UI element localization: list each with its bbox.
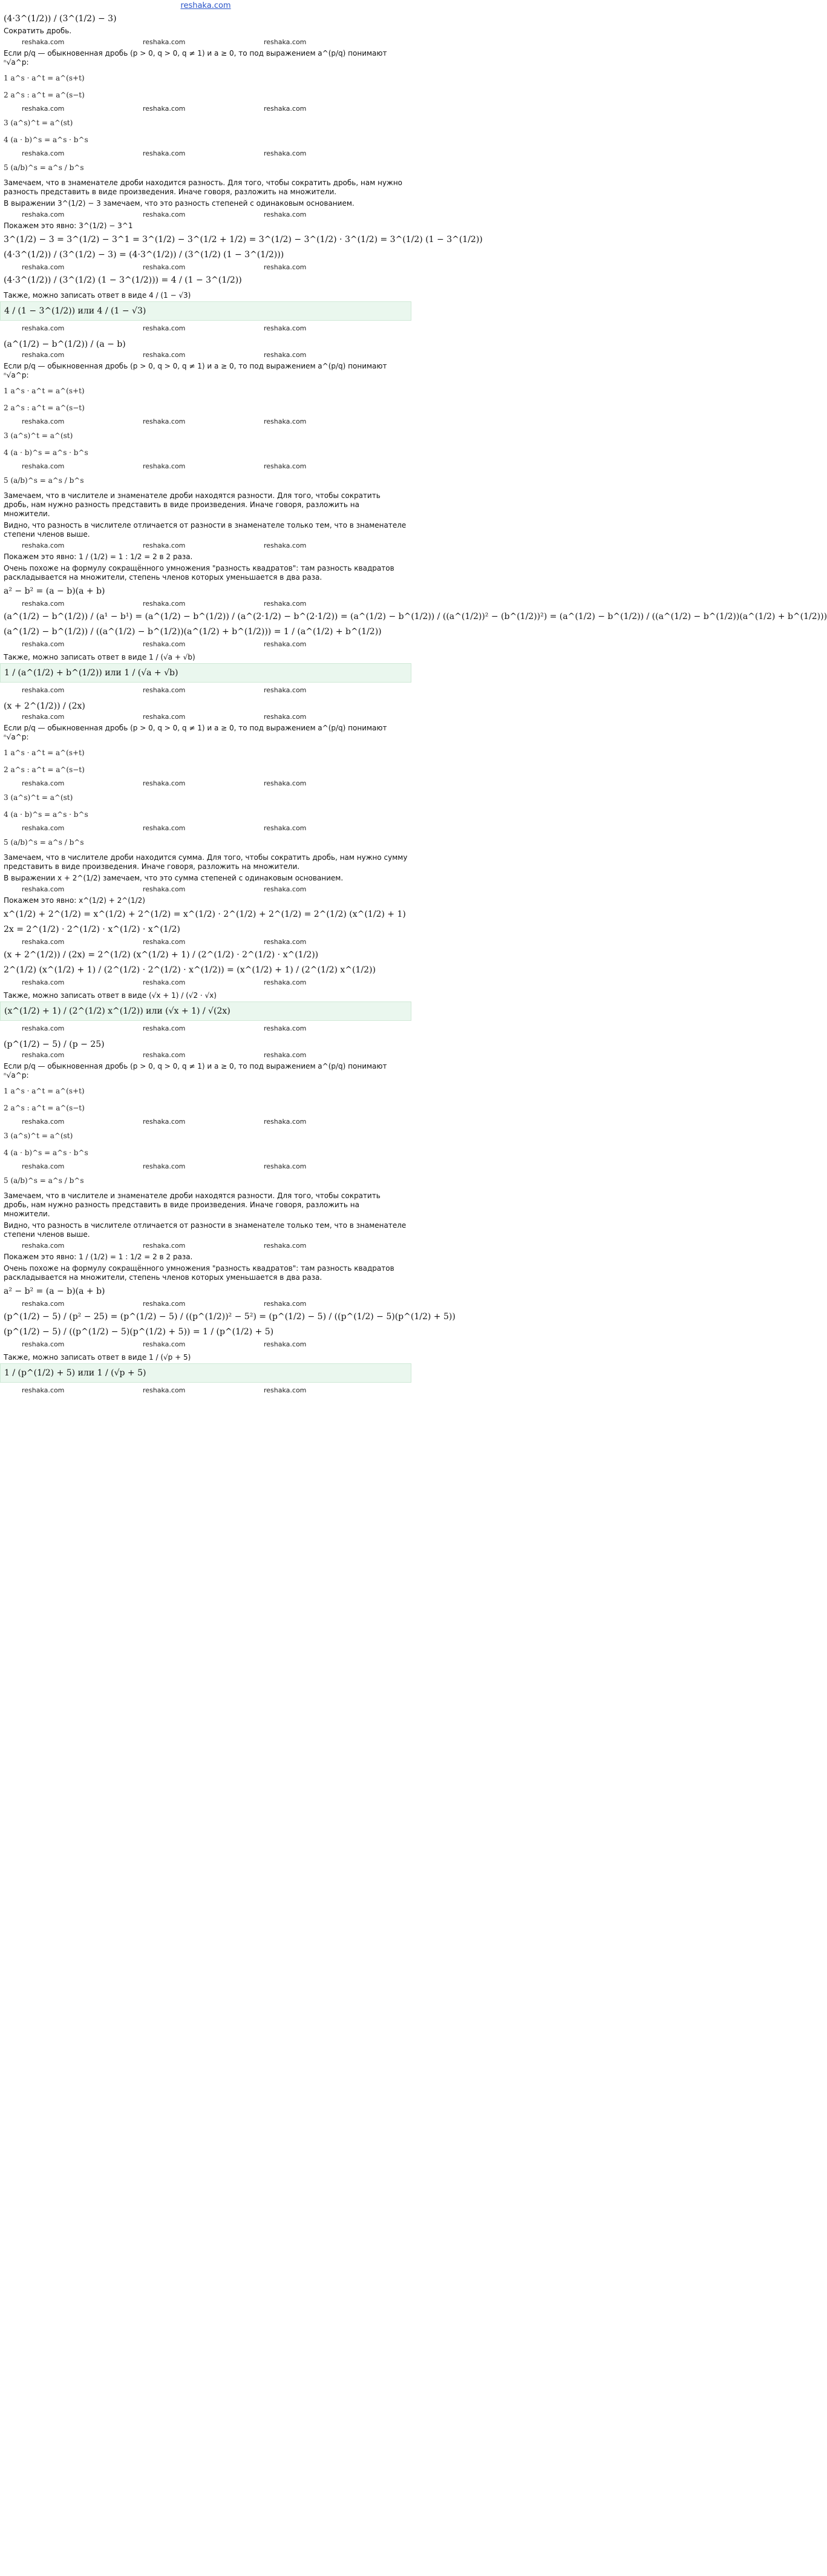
watermark-row	[4, 824, 408, 833]
explanation-note: Замечаем, что в числителе и знаменателе дроби находятся разности. Для того, чтобы сократить дробь, нам нужно разность представить в виде произведения. Иначе говоря, разложить на множители.	[4, 1191, 381, 1218]
watermark-text: reshaka.com	[22, 1051, 65, 1059]
watermark-text: reshaka.com	[264, 824, 307, 832]
explanation-note: Замечаем, что в числителе и знаменателе дроби находятся разности. Для того, чтобы сократить дробь, нам нужно разность представить в виде произведения. Иначе говоря, разложить на множители.	[4, 491, 381, 518]
power-rule: 3 (a^s)^t = a^(st)	[4, 119, 73, 127]
solution-section	[4, 13, 483, 333]
watermark-text: reshaka.com	[22, 978, 65, 986]
watermark-text: reshaka.com	[143, 1051, 186, 1059]
watermark-text: reshaka.com	[143, 779, 186, 787]
watermark-text: reshaka.com	[264, 149, 307, 157]
power-rule: 2 a^s : a^t = a^(s−t)	[4, 91, 85, 99]
watermark-text: reshaka.com	[264, 1242, 307, 1250]
watermark-text: reshaka.com	[22, 351, 65, 359]
watermark-text: reshaka.com	[22, 105, 65, 113]
watermark-row	[4, 211, 408, 219]
watermark-text: reshaka.com	[22, 1242, 65, 1250]
watermark-text: reshaka.com	[264, 324, 307, 332]
watermark-text: reshaka.com	[264, 713, 307, 721]
watermark-text: reshaka.com	[22, 713, 65, 721]
watermark-text: reshaka.com	[22, 462, 65, 470]
explanation-note-2: Видно, что разность в числителе отличается от разности в знаменателе только тем, что в знаменателе степени членов выше.	[4, 1221, 407, 1239]
watermark-text: reshaka.com	[264, 418, 307, 425]
watermark-text: reshaka.com	[264, 542, 307, 549]
power-rule: 1 a^s · a^t = a^(s+t)	[4, 749, 85, 757]
watermark-text: reshaka.com	[143, 462, 186, 470]
power-rule: 1 a^s · a^t = a^(s+t)	[4, 74, 85, 82]
watermark-text: reshaka.com	[264, 211, 307, 218]
watermark-text: reshaka.com	[264, 38, 307, 46]
show-explicitly: Покажем это явно: 1 / (1/2) = 1 : 1/2 = 2 в 2 раза.	[4, 552, 193, 561]
answer-alt-text: Также, можно записать ответ в виде 1 / (√a + √b)	[4, 653, 195, 661]
solution-section	[4, 701, 408, 1033]
watermark-text: reshaka.com	[264, 1300, 307, 1308]
watermark-text: reshaka.com	[22, 885, 65, 893]
solution-step: Очень похоже на формулу сокращённого умножения "разность квадратов": там разность квадратов раскладывается на множители, степень членов которых уменьшается в два раза.	[4, 1264, 394, 1282]
explanation-note: Замечаем, что в знаменателе дроби находится разность. Для того, чтобы сократить дробь, нам нужно разность представить в виде произведения. Иначе говоря, разложить на множители.	[4, 179, 403, 196]
watermark-text: reshaka.com	[143, 149, 186, 157]
definition-text: Если p/q — обыкновенная дробь (p > 0, q > 0, q ≠ 1) и a ≥ 0, то под выражением a^(p/q) понимают ⁿ√a^p:	[4, 1062, 387, 1080]
watermark-row	[4, 542, 408, 550]
answer-box: 1 / (p^(1/2) + 5) или 1 / (√p + 5)	[0, 1363, 411, 1383]
watermark-text: reshaka.com	[143, 351, 186, 359]
power-rule: 1 a^s · a^t = a^(s+t)	[4, 1087, 85, 1095]
watermark-text: reshaka.com	[143, 1386, 186, 1394]
watermark-row	[4, 885, 408, 894]
solution-step: 2x = 2^(1/2) · 2^(1/2) · x^(1/2) · x^(1/2)	[4, 925, 180, 934]
watermark-row	[4, 779, 408, 788]
watermark-text: reshaka.com	[22, 149, 65, 157]
watermark-row	[4, 686, 408, 695]
task-expression: (x + 2^(1/2)) / (2x)	[4, 701, 85, 711]
task-instruction: Сократить дробь.	[4, 27, 72, 35]
watermark-text: reshaka.com	[22, 1118, 65, 1126]
watermark-row	[4, 713, 408, 721]
power-rule: 2 a^s : a^t = a^(s−t)	[4, 404, 85, 412]
watermark-row	[4, 324, 408, 333]
watermark-row	[4, 1300, 408, 1308]
power-rule: 5 (a/b)^s = a^s / b^s	[4, 1176, 84, 1185]
watermark-text: reshaka.com	[143, 1300, 186, 1308]
show-explicitly: Покажем это явно: 1 / (1/2) = 1 : 1/2 = 2 в 2 раза.	[4, 1253, 193, 1261]
power-rule: 4 (a · b)^s = a^s · b^s	[4, 448, 88, 457]
explanation-note-2: В выражении x + 2^(1/2) замечаем, что это сумма степеней с одинаковым основанием.	[4, 874, 344, 882]
power-rule: 5 (a/b)^s = a^s / b^s	[4, 163, 84, 172]
task-expression: (a^(1/2) − b^(1/2)) / (a − b)	[4, 339, 126, 349]
watermark-text: reshaka.com	[264, 462, 307, 470]
watermark-text: reshaka.com	[143, 600, 186, 608]
watermark-text: reshaka.com	[22, 542, 65, 549]
watermark-text: reshaka.com	[264, 1051, 307, 1059]
definition-text: Если p/q — обыкновенная дробь (p > 0, q > 0, q ≠ 1) и a ≥ 0, то под выражением a^(p/q) понимают ⁿ√a^p:	[4, 362, 387, 379]
watermark-text: reshaka.com	[22, 1386, 65, 1394]
watermark-text: reshaka.com	[264, 105, 307, 113]
power-rule: 4 (a · b)^s = a^s · b^s	[4, 1149, 88, 1157]
watermark-text: reshaka.com	[143, 542, 186, 549]
task-expression: (p^(1/2) − 5) / (p − 25)	[4, 1040, 105, 1049]
watermark-text: reshaka.com	[143, 1118, 186, 1126]
watermark-text: reshaka.com	[264, 263, 307, 271]
definition-text: Если p/q — обыкновенная дробь (p > 0, q > 0, q ≠ 1) и a ≥ 0, то под выражением a^(p/q) понимают ⁿ√a^p:	[4, 724, 387, 741]
watermark-text: reshaka.com	[143, 824, 186, 832]
watermark-text: reshaka.com	[264, 640, 307, 648]
watermark-text: reshaka.com	[143, 263, 186, 271]
watermark-text: reshaka.com	[143, 640, 186, 648]
solution-step: Очень похоже на формулу сокращённого умножения "разность квадратов": там разность квадратов раскладывается на множители, степень членов которых уменьшается в два раза.	[4, 564, 394, 582]
power-rule: 3 (a^s)^t = a^(st)	[4, 1132, 73, 1140]
watermark-text: reshaka.com	[22, 1340, 65, 1348]
watermark-text: reshaka.com	[22, 418, 65, 425]
watermark-row	[4, 263, 408, 272]
watermark-text: reshaka.com	[22, 1300, 65, 1308]
explanation-note-2: В выражении 3^(1/2) − 3 замечаем, что это разность степеней с одинаковым основанием.	[4, 199, 355, 208]
power-rule: 4 (a · b)^s = a^s · b^s	[4, 810, 88, 819]
watermark-row	[4, 351, 408, 359]
watermark-text: reshaka.com	[22, 324, 65, 332]
power-rule: 2 a^s : a^t = a^(s−t)	[4, 1104, 85, 1112]
solution-section	[4, 339, 827, 695]
solution-step: (4·3^(1/2)) / (3^(1/2) (1 − 3^(1/2))) = 4 / (1 − 3^(1/2))	[4, 275, 242, 285]
answer-alt-text: Также, можно записать ответ в виде 1 / (√p + 5)	[4, 1353, 191, 1362]
watermark-row	[4, 938, 408, 946]
watermark-text: reshaka.com	[143, 713, 186, 721]
watermark-text: reshaka.com	[22, 640, 65, 648]
watermark-text: reshaka.com	[143, 885, 186, 893]
watermark-text: reshaka.com	[264, 1340, 307, 1348]
watermark-text: reshaka.com	[264, 978, 307, 986]
watermark-text: reshaka.com	[22, 824, 65, 832]
watermark-row	[4, 1162, 408, 1171]
watermark-text: reshaka.com	[143, 418, 186, 425]
power-rule: 5 (a/b)^s = a^s / b^s	[4, 476, 84, 485]
watermark-text: reshaka.com	[143, 1024, 186, 1032]
watermark-row	[4, 1340, 408, 1349]
watermark-text: reshaka.com	[264, 1162, 307, 1170]
watermark-text: reshaka.com	[143, 38, 186, 46]
solution-step: 2^(1/2) (x^(1/2) + 1) / (2^(1/2) · 2^(1/2) · x^(1/2)) = (x^(1/2) + 1) / (2^(1/2) x^(1/2))	[4, 965, 376, 975]
power-rule: 3 (a^s)^t = a^(st)	[4, 431, 73, 440]
power-rule: 1 a^s · a^t = a^(s+t)	[4, 387, 85, 395]
answer-alt-text: Также, можно записать ответ в виде (√x + 1) / (√2 · √x)	[4, 991, 217, 1000]
watermark-text: reshaka.com	[22, 938, 65, 946]
watermark-text: reshaka.com	[264, 1024, 307, 1032]
power-rule: 2 a^s : a^t = a^(s−t)	[4, 765, 85, 774]
explanation-note-2: Видно, что разность в числителе отличается от разности в знаменателе только тем, что в знаменателе степени членов выше.	[4, 521, 407, 539]
watermark-row	[4, 1242, 408, 1250]
watermark-text: reshaka.com	[264, 351, 307, 359]
watermark-row	[4, 978, 408, 987]
watermark-text: reshaka.com	[22, 600, 65, 608]
answer-box: (x^(1/2) + 1) / (2^(1/2) x^(1/2)) или (√x + 1) / √(2x)	[0, 1001, 411, 1021]
solution-step: (a^(1/2) − b^(1/2)) / ((a^(1/2) − b^(1/2))(a^(1/2) + b^(1/2))) = 1 / (a^(1/2) + b^(1/2))	[4, 627, 382, 637]
watermark-row	[4, 1386, 408, 1395]
watermark-text: reshaka.com	[22, 779, 65, 787]
watermark-text: reshaka.com	[143, 105, 186, 113]
watermark-row	[4, 600, 408, 608]
site-title-link[interactable]: reshaka.com	[180, 1, 231, 10]
watermark-row	[4, 418, 408, 426]
watermark-row	[4, 1024, 408, 1033]
watermark-row	[4, 1051, 408, 1060]
watermark-text: reshaka.com	[143, 211, 186, 218]
solution-section	[4, 1039, 456, 1395]
watermark-text: reshaka.com	[264, 686, 307, 694]
watermark-row	[4, 640, 408, 649]
document	[0, 13, 827, 1395]
solution-step: (p^(1/2) − 5) / (p² − 25) = (p^(1/2) − 5) / ((p^(1/2))² − 5²) = (p^(1/2) − 5) / ((p^(1/2) − 5)(p^(1/2) + 5))	[4, 1312, 456, 1322]
watermark-text: reshaka.com	[143, 1162, 186, 1170]
definition-text: Если p/q — обыкновенная дробь (p > 0, q > 0, q ≠ 1) и a ≥ 0, то под выражением a^(p/q) понимают ⁿ√a^p:	[4, 49, 387, 67]
watermark-text: reshaka.com	[264, 1386, 307, 1394]
watermark-text: reshaka.com	[143, 938, 186, 946]
explanation-note: Замечаем, что в числителе дроби находится сумма. Для того, чтобы сократить дробь, нам нужно сумму представить в виде произведения. Иначе говоря, разложить на множители.	[4, 853, 408, 871]
answer-alt-text: Также, можно записать ответ в виде 4 / (1 − √3)	[4, 291, 191, 300]
watermark-text: reshaka.com	[264, 600, 307, 608]
watermark-text: reshaka.com	[264, 779, 307, 787]
solution-step: (x + 2^(1/2)) / (2x) = 2^(1/2) (x^(1/2) + 1) / (2^(1/2) · 2^(1/2) · x^(1/2))	[4, 950, 319, 960]
watermark-text: reshaka.com	[264, 938, 307, 946]
watermark-text: reshaka.com	[143, 686, 186, 694]
power-rule: 4 (a · b)^s = a^s · b^s	[4, 136, 88, 144]
solution-step: x^(1/2) + 2^(1/2) = x^(1/2) + 2^(1/2) = x^(1/2) · 2^(1/2) + 2^(1/2) = 2^(1/2) (x^(1/2) + 1)	[4, 909, 406, 919]
watermark-text: reshaka.com	[22, 38, 65, 46]
watermark-text: reshaka.com	[22, 1024, 65, 1032]
watermark-text: reshaka.com	[143, 978, 186, 986]
show-explicitly: Покажем это явно: x^(1/2) + 2^(1/2)	[4, 896, 145, 905]
show-explicitly: Покажем это явно: 3^(1/2) − 3^1	[4, 221, 133, 230]
watermark-text: reshaka.com	[22, 263, 65, 271]
watermark-text: reshaka.com	[143, 324, 186, 332]
answer-box: 4 / (1 − 3^(1/2)) или 4 / (1 − √3)	[0, 301, 411, 321]
power-rule: 5 (a/b)^s = a^s / b^s	[4, 838, 84, 847]
power-rule: 3 (a^s)^t = a^(st)	[4, 793, 73, 802]
watermark-text: reshaka.com	[22, 211, 65, 218]
solution-step: (4·3^(1/2)) / (3^(1/2) − 3) = (4·3^(1/2)) / (3^(1/2) (1 − 3^(1/2)))	[4, 250, 284, 260]
task-expression: (4·3^(1/2)) / (3^(1/2) − 3)	[4, 14, 117, 24]
solution-step: a² − b² = (a − b)(a + b)	[4, 1286, 105, 1296]
watermark-text: reshaka.com	[264, 1118, 307, 1126]
watermark-text: reshaka.com	[143, 1340, 186, 1348]
watermark-row	[4, 38, 408, 47]
watermark-row	[4, 105, 408, 113]
watermark-text: reshaka.com	[143, 1242, 186, 1250]
answer-box: 1 / (a^(1/2) + b^(1/2)) или 1 / (√a + √b)	[0, 663, 411, 683]
watermark-row	[4, 462, 408, 471]
watermark-text: reshaka.com	[22, 686, 65, 694]
solution-step: (p^(1/2) − 5) / ((p^(1/2) − 5)(p^(1/2) + 5)) = 1 / (p^(1/2) + 5)	[4, 1327, 274, 1337]
watermark-text: reshaka.com	[22, 1162, 65, 1170]
watermark-row	[4, 1118, 408, 1126]
solution-step: 3^(1/2) − 3 = 3^(1/2) − 3^1 = 3^(1/2) − 3^(1/2 + 1/2) = 3^(1/2) − 3^(1/2) · 3^(1/2) = 3^(1/2) (1 − 3^(1/2))	[4, 235, 483, 244]
watermark-row	[4, 149, 408, 158]
solution-step: (a^(1/2) − b^(1/2)) / (a¹ − b¹) = (a^(1/2) − b^(1/2)) / (a^(2·1/2) − b^(2·1/2)) = (a^(1/2) − b^(1/2)) / ((a^(1/2))² − (b^(1/2))²) = (a^(1/2) − b^(1/2)) / ((a^(1/2) − b^(1/2))(a^(1/2) + b^(1/2)))	[4, 612, 827, 621]
solution-step: a² − b² = (a − b)(a + b)	[4, 586, 105, 596]
watermark-text: reshaka.com	[264, 885, 307, 893]
